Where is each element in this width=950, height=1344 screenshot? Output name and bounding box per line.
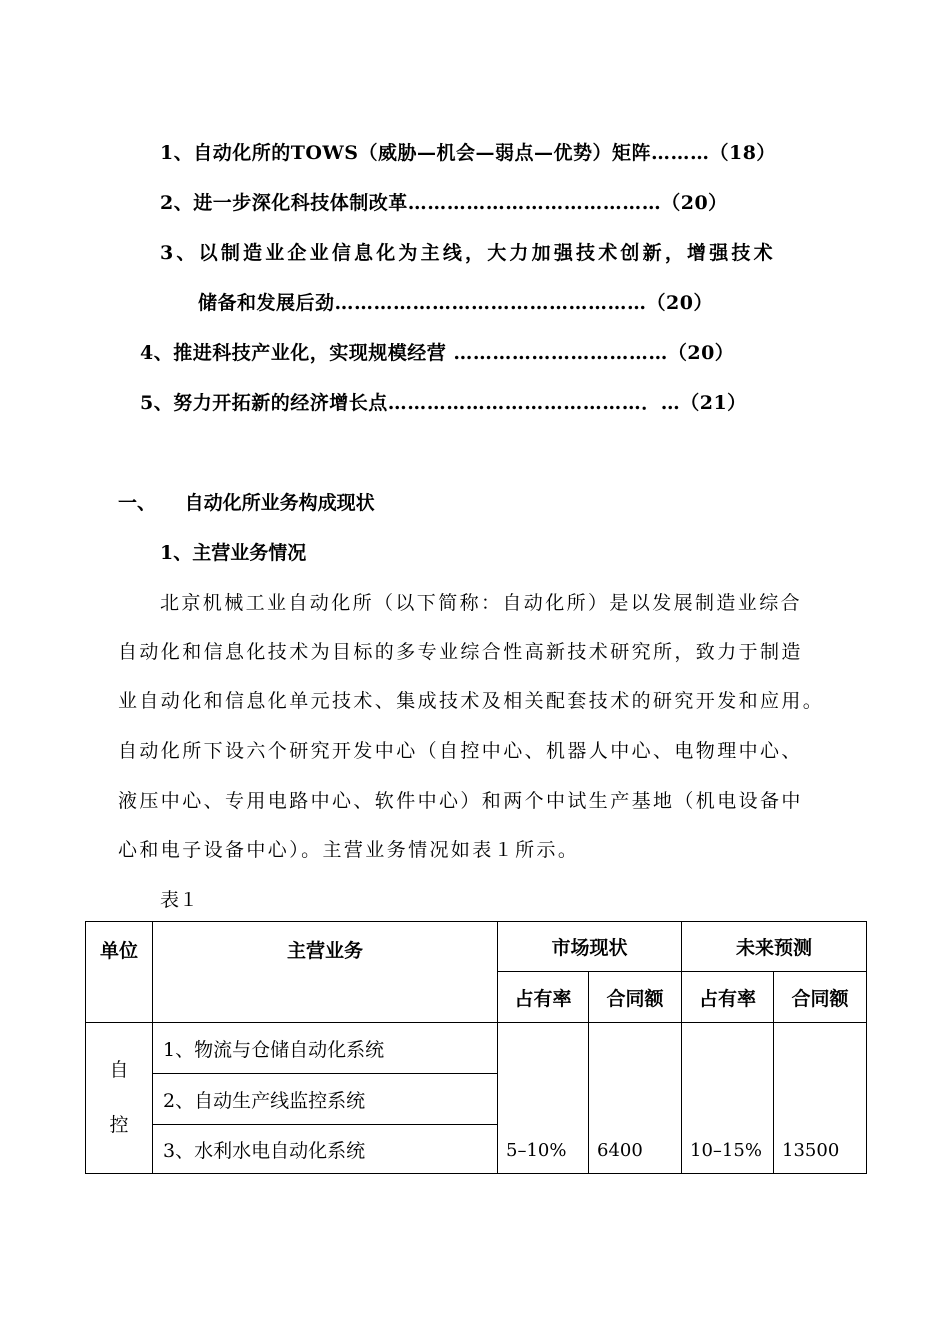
toc-item-3	[160, 238, 776, 265]
toc-number: 1、	[160, 142, 194, 164]
toc-text: 储备和发展后劲…………………………………………（20）	[198, 292, 713, 314]
business-table	[85, 921, 867, 1174]
toc-text: 自动化所的TOWS（威胁—机会—弱点—优势）矩阵………（18）	[193, 142, 776, 164]
header-market-contract: 合同额	[589, 972, 682, 1023]
header-unit: 单位	[86, 922, 153, 1023]
table-row-business: 3、水利水电自动化系统	[153, 1125, 498, 1174]
header-market-share: 占有率	[498, 972, 589, 1023]
header-business: 主营业务	[153, 922, 498, 1023]
toc-number: 3、	[160, 242, 199, 264]
toc-number: 4、	[140, 342, 174, 364]
toc-number: 5、	[140, 392, 174, 414]
section-heading	[118, 488, 375, 515]
forecast-share-value: 10–15%	[682, 1023, 774, 1174]
toc-text: 推进科技产业化，实现规模经营 ……………………………（20）	[173, 342, 735, 364]
toc-item-5	[140, 388, 747, 415]
toc-text: 进一步深化科技体制改革…………………………………（20）	[193, 192, 728, 214]
header-forecast-share: 占有率	[682, 972, 774, 1023]
paragraph-line: 业自动化和信息化单元技术、集成技术及相关配套技术的研究开发和应用。	[118, 690, 825, 712]
paragraph-line: 心和电子设备中心）。主营业务情况如表１所示。	[118, 839, 580, 861]
paragraph-line: 自动化所下设六个研究开发中心（自控中心、机器人中心、电物理中心、	[118, 740, 803, 762]
toc-item-2	[160, 188, 728, 215]
market-contract-value: 6400	[589, 1023, 682, 1174]
toc-number: 2、	[160, 192, 194, 214]
header-forecast-contract: 合同额	[774, 972, 867, 1023]
table-row-business: 2、自动生产线监控系统	[153, 1074, 498, 1125]
toc-item-4	[140, 338, 734, 365]
header-market-status: 市场现状	[498, 922, 682, 972]
forecast-contract-value: 13500	[774, 1023, 867, 1174]
table-row-business: 1、物流与仓储自动化系统	[153, 1023, 498, 1074]
unit-cell: 自 控	[86, 1023, 153, 1174]
section-number: 一、	[118, 492, 157, 514]
paragraph-line: 液压中心、专用电路中心、软件中心）和两个中试生产基地（机电设备中	[118, 790, 803, 812]
paragraph-line: 自动化和信息化技术为目标的多专业综合性高新技术研究所，致力于制造	[118, 641, 803, 663]
subheading: 1、主营业务情况	[160, 542, 307, 564]
toc-item-3-continued	[198, 288, 713, 315]
table-caption: 表１	[160, 889, 199, 911]
section-title: 自动化所业务构成现状	[184, 492, 375, 514]
paragraph-line: 北京机械工业自动化所（以下简称：自动化所）是以发展制造业综合	[160, 592, 803, 614]
header-forecast: 未来预测	[682, 922, 867, 972]
toc-text: 努力开拓新的经济增长点…………………………………．…（21）	[173, 392, 747, 414]
market-share-value: 5–10%	[498, 1023, 589, 1174]
toc-item-1	[160, 138, 776, 165]
toc-text: 以制造业企业信息化为主线，大力加强技术创新，增强技术	[198, 242, 776, 264]
